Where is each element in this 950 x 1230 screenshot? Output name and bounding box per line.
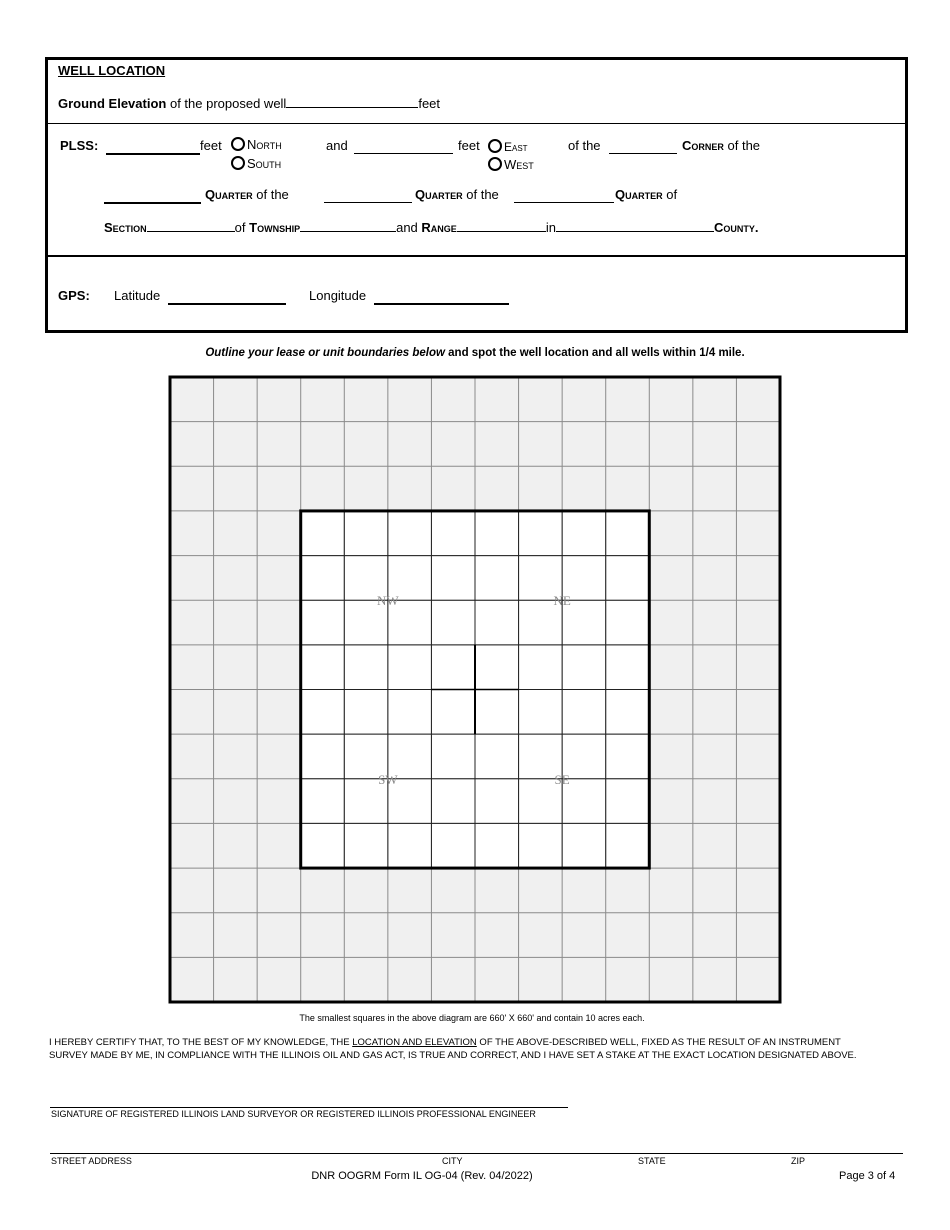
ground-elevation-unit: feet	[418, 96, 441, 111]
certification-text	[49, 1037, 879, 1062]
corner-suffix: of the	[727, 138, 761, 153]
address-line[interactable]	[50, 1153, 903, 1154]
township-label: Township	[249, 220, 301, 235]
quadrant-label-nw: NW	[377, 593, 399, 609]
east-label: East	[504, 140, 528, 154]
quarter-3-suffix: of	[666, 187, 678, 202]
signature-label: SIGNATURE OF REGISTERED ILLINOIS LAND SURVEYOR OR REGISTERED ILLINOIS PROFESSIONAL ENGINEER	[51, 1109, 536, 1119]
latitude-label: Latitude	[114, 288, 161, 303]
plss-feet-1: feet	[200, 138, 222, 153]
plss-feet-2: feet	[458, 138, 480, 153]
certification-part2: OF THE ABOVE-DESCRIBED WELL, FIXED AS THE RESULT OF AN INSTRUMENT SURVEY MADE BY ME, IN COMPLIANCE WITH THE ILLINOIS OIL AND GAS ACT, IS TRUE AND CORRECT, AND I HAVE SET A STAKE AT THE EXACT LOCATION DESIGNATED ABOVE.	[49, 1037, 857, 1061]
west-label: West	[504, 157, 534, 172]
quarter-1-label: Quarter	[205, 187, 253, 202]
quarter-2-label: Quarter	[415, 187, 463, 202]
corner-label: Corner	[682, 138, 724, 153]
quarter-2-suffix: of the	[466, 187, 499, 202]
form-number: DNR OOGRM Form IL OG-04 (Rev. 04/2022)	[311, 1170, 533, 1182]
plss-and: and	[326, 138, 348, 153]
diagram-note: The smallest squares in the above diagram are 660' X 660' and contain 10 acres each.	[299, 1013, 645, 1023]
street-address-label: STREET ADDRESS	[51, 1156, 132, 1166]
plss-label: PLSS:	[60, 138, 99, 153]
section-label: Section	[104, 220, 147, 235]
zip-label: ZIP	[791, 1156, 806, 1166]
city-label: CITY	[442, 1156, 463, 1166]
quarter-1-suffix: of the	[256, 187, 289, 202]
plss-of-the: of the	[568, 138, 601, 153]
north-label: North	[247, 137, 282, 152]
certification-underlined: LOCATION AND ELEVATION	[352, 1037, 477, 1048]
longitude-label: Longitude	[309, 288, 367, 303]
quadrant-label-se: SE	[554, 771, 570, 787]
instruction-rest: and spot the well location and all wells within 1/4 mile.	[444, 347, 745, 359]
gps-label: GPS:	[58, 288, 90, 303]
township-prefix: of	[234, 220, 246, 235]
range-prefix: and	[396, 220, 418, 235]
in-label: in	[545, 220, 556, 235]
range-label: Range	[421, 220, 457, 235]
quarter-3-label: Quarter	[615, 187, 663, 202]
page-number: Page 3 of 4	[839, 1170, 896, 1182]
quadrant-label-sw: SW	[378, 771, 398, 787]
well-location-heading: WELL LOCATION	[58, 63, 166, 78]
state-label: STATE	[638, 1156, 666, 1166]
quadrant-label-ne: NE	[553, 593, 571, 609]
certification-part1: I HEREBY CERTIFY THAT, TO THE BEST OF MY KNOWLEDGE, THE	[49, 1037, 353, 1048]
instruction-italic: Outline your lease or unit boundaries below	[205, 347, 445, 359]
county-label: County.	[713, 220, 759, 235]
ground-elevation-label: Ground Elevation	[58, 96, 167, 111]
south-label: South	[247, 156, 282, 171]
ground-elevation-text: of the proposed well	[169, 96, 287, 111]
signature-line[interactable]	[50, 1107, 568, 1108]
